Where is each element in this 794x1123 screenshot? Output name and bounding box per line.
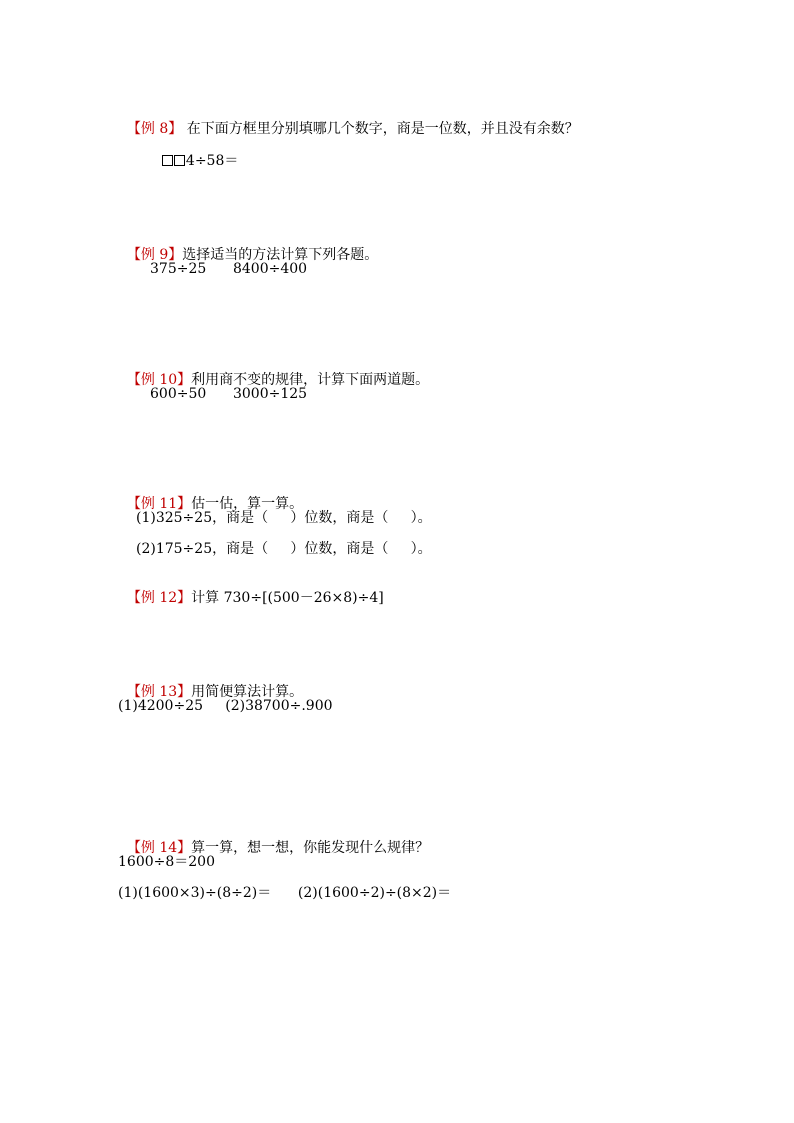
example-11-heading <box>118 477 303 513</box>
example-14-heading <box>118 821 429 857</box>
example-13-problems: (1)4200÷25 (2)38700÷.900 <box>118 698 333 714</box>
example-8-expression <box>153 134 238 170</box>
example-8-heading <box>118 102 579 138</box>
example-10-problems: 600÷50 3000÷125 <box>150 386 308 402</box>
example-11-question: 估一估，算一算。 <box>191 496 304 512</box>
blank-box[interactable] <box>174 155 185 166</box>
example-8-line-1: 4÷58＝ <box>185 153 239 169</box>
example-11-line-1: (1)325÷25，商是（ ）位数，商是（ ）。 <box>136 510 432 526</box>
example-8-tag: 【例 8】 <box>126 121 183 137</box>
example-14-given: 1600÷8＝200 <box>118 854 215 870</box>
example-14-tag: 【例 14】 <box>126 840 192 856</box>
example-12-question: 计算 730÷[(500－26×8)÷4] <box>191 590 384 606</box>
example-8-question: 在下面方框里分别填哪几个数字，商是一位数，并且没有余数？ <box>182 121 579 137</box>
example-10-question: 利用商不变的规律，计算下面两道题。 <box>191 372 430 388</box>
example-9-question: 选择适当的方法计算下列各题。 <box>182 247 379 263</box>
example-13-question: 用简便算法计算。 <box>191 684 304 700</box>
example-12-heading <box>118 571 384 607</box>
blank-box[interactable] <box>162 155 173 166</box>
example-12-tag: 【例 12】 <box>126 590 192 606</box>
example-13-tag: 【例 13】 <box>126 684 192 700</box>
example-13-heading <box>118 665 303 701</box>
example-14-question: 算一算，想一想，你能发现什么规律？ <box>191 840 430 856</box>
example-10-heading <box>118 353 429 389</box>
example-11-tag: 【例 11】 <box>126 496 192 512</box>
example-10-tag: 【例 10】 <box>126 372 192 388</box>
example-14-problems: (1)(1600×3)÷(8÷2)＝ (2)(1600÷2)÷(8×2)＝ <box>118 885 452 901</box>
example-9-problems: 375÷25 8400÷400 <box>150 261 308 277</box>
example-9-tag: 【例 9】 <box>126 247 183 263</box>
example-11-line-2: (2)175÷25，商是（ ）位数，商是（ ）。 <box>136 541 432 557</box>
example-9-heading <box>118 228 378 264</box>
